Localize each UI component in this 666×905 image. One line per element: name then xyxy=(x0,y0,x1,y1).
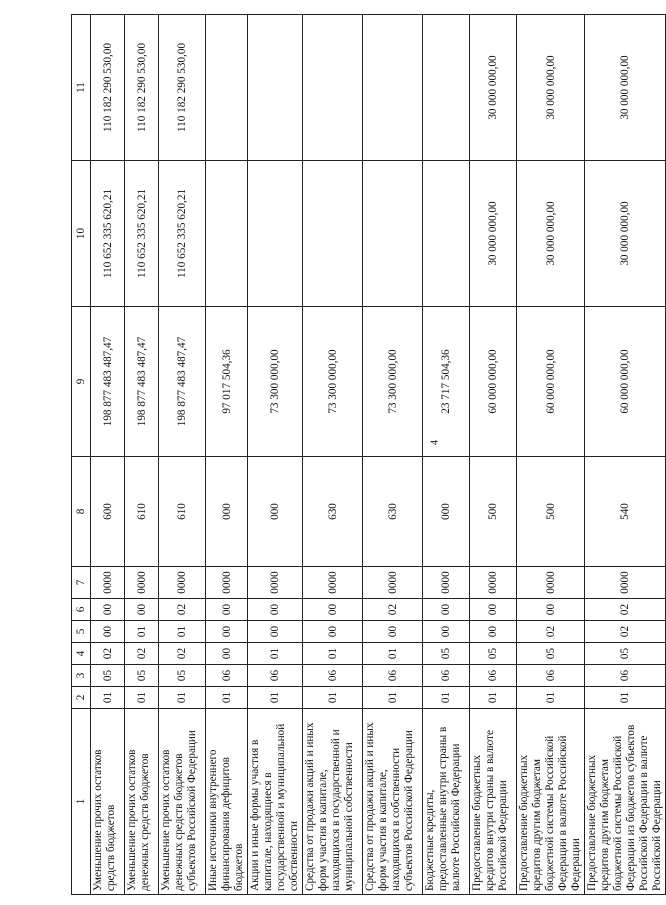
col-7-cell: 0000 xyxy=(91,567,125,599)
col-9-cell: 60 000 000,00 xyxy=(517,307,585,457)
col-10-cell: 110 652 335 620,21 xyxy=(91,161,125,307)
col-2-cell: 01 xyxy=(91,687,125,709)
col-4-cell: 01 xyxy=(248,643,303,665)
col-6-cell: 00 xyxy=(517,599,585,621)
table-row xyxy=(159,15,206,895)
col-header: 8 xyxy=(72,457,91,567)
col-6-cell: 02 xyxy=(159,599,206,621)
col-7-cell: 0000 xyxy=(517,567,585,599)
col-7-cell: 0000 xyxy=(303,567,363,599)
col-8-cell: 630 xyxy=(303,457,363,567)
col-9-cell: 73 300 000,00 xyxy=(303,307,363,457)
col-3-cell: 05 xyxy=(91,665,125,687)
table-row xyxy=(125,15,159,895)
row-name-cell: Иные источники внутреннего финансирования дефицитов бюджетов xyxy=(206,709,248,895)
col-3-cell: 05 xyxy=(159,665,206,687)
col-11-cell: 110 182 290 530,00 xyxy=(125,15,159,161)
row-name-cell: Бюджетные кредиты, предоставленные внутри страны в валюте Российской Федерации xyxy=(423,709,470,895)
col-11-cell: 110 182 290 530,00 xyxy=(91,15,125,161)
col-2-cell: 01 xyxy=(585,687,666,709)
col-2-cell: 01 xyxy=(423,687,470,709)
col-9-cell: 198 877 483 487,47 xyxy=(125,307,159,457)
row-name-cell: Предоставление бюджетных кредитов внутри страны в валюте Российской Федерации xyxy=(470,709,517,895)
col-8-cell: 610 xyxy=(159,457,206,567)
row-name-cell: Уменьшение прочих остатков денежных средств бюджетов xyxy=(125,709,159,895)
col-3-cell: 06 xyxy=(517,665,585,687)
col-11-cell: 110 182 290 530,00 xyxy=(159,15,206,161)
col-8-cell: 600 xyxy=(91,457,125,567)
col-10-cell: 30 000 000,00 xyxy=(470,161,517,307)
col-11-cell: 30 000 000,00 xyxy=(585,15,666,161)
col-11-cell: 30 000 000,00 xyxy=(517,15,585,161)
col-7-cell: 0000 xyxy=(470,567,517,599)
table-row xyxy=(248,15,303,895)
col-header: 6 xyxy=(72,599,91,621)
table-row xyxy=(423,15,470,895)
col-2-cell: 01 xyxy=(206,687,248,709)
col-10-cell: 110 652 335 620,21 xyxy=(159,161,206,307)
col-9-cell: 97 017 504,36 xyxy=(206,307,248,457)
col-4-cell: 01 xyxy=(303,643,363,665)
col-7-cell: 0000 xyxy=(423,567,470,599)
col-8-cell: 630 xyxy=(363,457,423,567)
col-header: 7 xyxy=(72,567,91,599)
col-4-cell: 01 xyxy=(363,643,423,665)
header-row xyxy=(72,15,91,895)
col-11-cell xyxy=(423,15,470,161)
col-header: 11 xyxy=(72,15,91,161)
table-row xyxy=(363,15,423,895)
col-9-cell: 23 717 504,36 xyxy=(423,307,470,457)
col-5-cell: 00 xyxy=(91,621,125,643)
col-5-cell: 00 xyxy=(470,621,517,643)
col-9-cell: 73 300 000,00 xyxy=(363,307,423,457)
col-header: 1 xyxy=(72,709,91,895)
col-3-cell: 05 xyxy=(125,665,159,687)
table-row xyxy=(303,15,363,895)
page-number: 4 xyxy=(429,440,441,445)
col-3-cell: 06 xyxy=(585,665,666,687)
col-5-cell: 00 xyxy=(363,621,423,643)
col-7-cell: 0000 xyxy=(585,567,666,599)
budget-sources-table xyxy=(71,14,666,895)
col-8-cell: 500 xyxy=(517,457,585,567)
col-4-cell: 05 xyxy=(585,643,666,665)
row-name-cell: Предоставление бюджетных кредитов другим бюджетам бюджетной системы Российской Федерации в валюте Российской Федерации xyxy=(517,709,585,895)
col-5-cell: 02 xyxy=(517,621,585,643)
col-4-cell: 02 xyxy=(125,643,159,665)
col-2-cell: 01 xyxy=(248,687,303,709)
row-name-cell: Предоставление бюджетных кредитов другим бюджетам бюджетной системы Российской Федерации из бюджетов субъектов Российской Федерации в валюте Российской Федерации xyxy=(585,709,666,895)
col-5-cell: 00 xyxy=(423,621,470,643)
col-5-cell: 00 xyxy=(206,621,248,643)
col-8-cell: 500 xyxy=(470,457,517,567)
col-6-cell: 00 xyxy=(470,599,517,621)
col-4-cell: 02 xyxy=(91,643,125,665)
row-name-cell: Средства от продажи акций и иных форм участия в капитале, находящихся в собственности субъектов Российской Федерации xyxy=(363,709,423,895)
row-name-cell: Акции и иные формы участия в капитале, находящиеся в государственной и муниципальной собственности xyxy=(248,709,303,895)
col-header: 4 xyxy=(72,643,91,665)
col-10-cell xyxy=(423,161,470,307)
col-9-cell: 60 000 000,00 xyxy=(470,307,517,457)
table-row xyxy=(585,15,666,895)
row-name-cell: Уменьшение прочих остатков средств бюджетов xyxy=(91,709,125,895)
col-3-cell: 06 xyxy=(206,665,248,687)
col-7-cell: 0000 xyxy=(159,567,206,599)
col-10-cell xyxy=(206,161,248,307)
col-5-cell: 01 xyxy=(159,621,206,643)
col-5-cell: 00 xyxy=(248,621,303,643)
col-7-cell: 0000 xyxy=(363,567,423,599)
rotated-table-container xyxy=(71,15,663,895)
col-8-cell: 610 xyxy=(125,457,159,567)
col-10-cell xyxy=(248,161,303,307)
col-6-cell: 00 xyxy=(125,599,159,621)
col-7-cell: 0000 xyxy=(206,567,248,599)
col-4-cell: 00 xyxy=(206,643,248,665)
col-header: 3 xyxy=(72,665,91,687)
col-11-cell xyxy=(363,15,423,161)
col-8-cell: 540 xyxy=(585,457,666,567)
col-11-cell xyxy=(206,15,248,161)
table-row xyxy=(206,15,248,895)
col-6-cell: 00 xyxy=(91,599,125,621)
col-2-cell: 01 xyxy=(159,687,206,709)
col-2-cell: 01 xyxy=(303,687,363,709)
col-11-cell xyxy=(303,15,363,161)
col-3-cell: 06 xyxy=(248,665,303,687)
col-2-cell: 01 xyxy=(517,687,585,709)
col-2-cell: 01 xyxy=(470,687,517,709)
row-name-cell: Уменьшение прочих остатков денежных средств бюджетов субъектов Российской Федерации xyxy=(159,709,206,895)
col-4-cell: 05 xyxy=(423,643,470,665)
col-11-cell: 30 000 000,00 xyxy=(470,15,517,161)
col-header: 10 xyxy=(72,161,91,307)
col-4-cell: 05 xyxy=(470,643,517,665)
col-5-cell: 01 xyxy=(125,621,159,643)
col-7-cell: 0000 xyxy=(248,567,303,599)
col-4-cell: 02 xyxy=(159,643,206,665)
col-8-cell: 000 xyxy=(423,457,470,567)
col-5-cell: 00 xyxy=(303,621,363,643)
col-9-cell: 198 877 483 487,47 xyxy=(159,307,206,457)
col-10-cell xyxy=(363,161,423,307)
col-10-cell xyxy=(303,161,363,307)
table-row xyxy=(517,15,585,895)
col-header: 5 xyxy=(72,621,91,643)
col-header: 9 xyxy=(72,307,91,457)
col-3-cell: 06 xyxy=(423,665,470,687)
col-10-cell: 30 000 000,00 xyxy=(517,161,585,307)
col-8-cell: 000 xyxy=(248,457,303,567)
col-7-cell: 0000 xyxy=(125,567,159,599)
table-row xyxy=(470,15,517,895)
col-8-cell: 000 xyxy=(206,457,248,567)
row-name-cell: Средства от продажи акций и иных форм участия в капитале, находящихся в государственной и муниципальной собственности xyxy=(303,709,363,895)
col-3-cell: 06 xyxy=(363,665,423,687)
col-5-cell: 02 xyxy=(585,621,666,643)
col-3-cell: 06 xyxy=(303,665,363,687)
col-6-cell: 00 xyxy=(248,599,303,621)
table-row xyxy=(91,15,125,895)
col-10-cell: 30 000 000,00 xyxy=(585,161,666,307)
col-3-cell: 06 xyxy=(470,665,517,687)
col-2-cell: 01 xyxy=(125,687,159,709)
col-6-cell: 02 xyxy=(363,599,423,621)
col-9-cell: 73 300 000,00 xyxy=(248,307,303,457)
col-6-cell: 00 xyxy=(303,599,363,621)
col-11-cell xyxy=(248,15,303,161)
col-header: 2 xyxy=(72,687,91,709)
col-6-cell: 02 xyxy=(585,599,666,621)
col-6-cell: 00 xyxy=(206,599,248,621)
col-6-cell: 00 xyxy=(423,599,470,621)
col-4-cell: 05 xyxy=(517,643,585,665)
col-9-cell: 198 877 483 487,47 xyxy=(91,307,125,457)
col-10-cell: 110 652 335 620,21 xyxy=(125,161,159,307)
col-2-cell: 01 xyxy=(363,687,423,709)
col-9-cell: 60 000 000,00 xyxy=(585,307,666,457)
